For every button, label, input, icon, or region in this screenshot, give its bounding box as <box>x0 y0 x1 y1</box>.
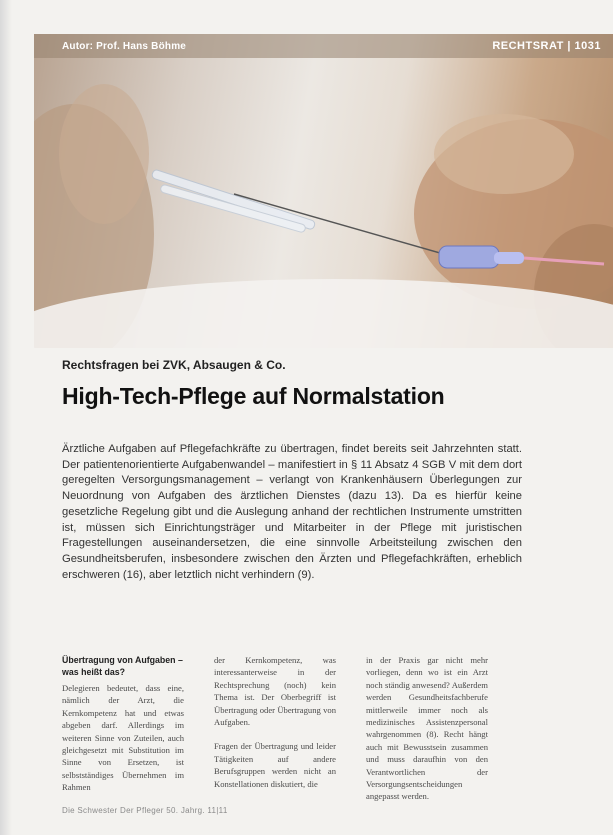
hero-photo <box>34 34 613 348</box>
rubric-label: RECHTSRAT | 1031 <box>492 40 601 52</box>
column-1-text: Delegieren bedeutet, dass eine, nämlich der Arzt, die Kernkompetenz hat und etwas abgeben darf. Allerdings im weiteren Sinne von Zuteilen, auch gleichgesetzt mit Substitution im Sinne von Ersetzen, ist selbstständiges Übernehmen im Rahmen <box>62 683 184 793</box>
author-line: Autor: Prof. Hans Böhme <box>62 41 187 52</box>
column-2-text-b: Fragen der Übertragung und leider Tätigkeiten auf andere Berufsgruppen werden nicht an Konstellationen diskutiert, die <box>214 741 336 789</box>
article-kicker: Rechtsfragen bei ZVK, Absaugen & Co. <box>62 358 286 372</box>
text-column-3 <box>366 654 488 803</box>
page-footer: Die Schwester Der Pfleger 50. Jahrg. 11|11 <box>62 806 228 815</box>
page-edge <box>0 0 12 835</box>
hero-illustration <box>34 34 613 348</box>
article-lead <box>62 442 522 583</box>
text-column-1 <box>62 654 184 794</box>
article-title: High-Tech-Pflege auf Normalstation <box>62 383 445 409</box>
text-column-2 <box>214 654 336 790</box>
lead-paragraph: Ärztliche Aufgaben auf Pflegefachkräfte zu übertragen, findet bereits seit Jahrzehnten statt. Der patientenorientierte Aufgabenwandel – manifestiert in § 11 Absatz 4 SGB V mit dem dort geregelten Versorgungsmanagement – verlangt von Krankenhäusern Überlegungen zur Neuordnung von Aufgaben des ärztlichen Dienstes (dazu 13). Da es hierfür keine gesetzliche Regelung gibt und die Auslegung anhand der rechtlichen Instrumente umstritten ist, müssen sich Einrichtungsträger und Mitarbeiter in der Pflege mit juristischen Fragestellungen auseinandersetzen, die eine sinnvolle Arbeitsteilung zwischen den Gesundheitsberufen, insbesondere zwischen den Ärzten und Pflegefachkräften, erheblich erschweren (16), aber letztlich nicht verhindern (9). <box>62 443 522 581</box>
column-2-text-a: der Kernkompetenz, was interessanterweise in der Rechtsprechung (noch) kein Thema ist. Der Oberbegriff ist Übertragung oder Übertragung von Aufgaben. <box>214 655 336 728</box>
column-3-text: in der Praxis gar nicht mehr vorliegen, denn wo ist ein Arzt noch ständig anwesend? Außerdem werden Gesundheitsfachberufe mittlerweile immer noch als medizinisches Assistenzpersonal wahrgenommen (8). Recht hängt auch mit Bewusstsein zusammen und muss daraufhin von den Verantwortlichen der Versorgungsentscheidungen angepasst werden. <box>366 655 488 802</box>
section-heading: Übertragung von Aufgaben – was heißt das? <box>62 655 183 677</box>
